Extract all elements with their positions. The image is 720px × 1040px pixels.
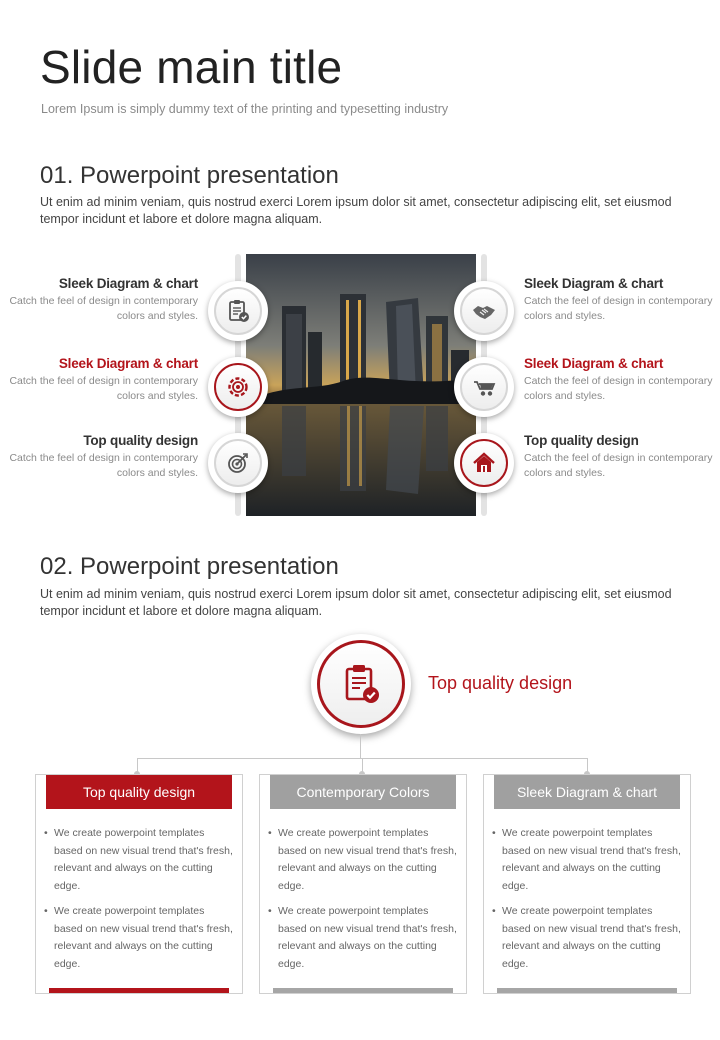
feature-desc: Catch the feel of design in contemporary colors and styles. xyxy=(9,452,198,479)
card-title: Sleek Diagram & chart xyxy=(494,775,680,809)
card-bullet: • We create powerpoint templates based on new visual trend that's fresh, relevant and always on the cutting edge. xyxy=(502,825,682,895)
left-feature-1 xyxy=(8,276,198,323)
feature-desc: Catch the feel of design in contemporary colors and styles. xyxy=(9,295,198,322)
hub-icon-circle xyxy=(311,634,411,734)
right-icon-circle-1 xyxy=(454,281,514,341)
clipboard-check-icon xyxy=(225,298,251,324)
right-feature-2 xyxy=(524,356,714,403)
feature-desc: Catch the feel of design in contemporary colors and styles. xyxy=(524,295,713,322)
card-bullet: • We create powerpoint templates based on new visual trend that's fresh, relevant and always on the cutting edge. xyxy=(502,903,682,973)
section1-body: Ut enim ad minim veniam, quis nostrud exerci Lorem ipsum dolor sit amet, consectetur adipiscing elit, set eiusmod tempor incidunt et labore et dolore magna aliquam. xyxy=(40,195,672,226)
city-skyline-photo xyxy=(246,254,476,516)
feature-desc: Catch the feel of design in contemporary colors and styles. xyxy=(524,375,713,402)
feature-title: Top quality design xyxy=(83,433,198,448)
card-bullet: • We create powerpoint templates based on new visual trend that's fresh, relevant and always on the cutting edge. xyxy=(54,825,234,895)
wheelbarrow-icon xyxy=(471,374,497,400)
card-bullet: • We create powerpoint templates based on new visual trend that's fresh, relevant and always on the cutting edge. xyxy=(278,903,458,973)
feature-title: Sleek Diagram & chart xyxy=(524,276,664,291)
right-feature-1 xyxy=(524,276,714,323)
hub-connector xyxy=(360,734,361,758)
feature-title: Sleek Diagram & chart xyxy=(58,356,198,371)
feature-title: Sleek Diagram & chart xyxy=(58,276,198,291)
card-title: Contemporary Colors xyxy=(270,775,456,809)
card-1 xyxy=(35,774,243,994)
feature-title: Top quality design xyxy=(524,433,639,448)
slide-subtitle: Lorem Ipsum is simply dummy text of the printing and typesetting industry xyxy=(41,102,449,116)
section2-title: 02. Powerpoint presentation xyxy=(40,553,339,580)
slide-title: Slide main title xyxy=(40,41,343,93)
feature-desc: Catch the feel of design in contemporary colors and styles. xyxy=(9,375,198,402)
target-arrow-icon xyxy=(225,450,251,476)
left-feature-2 xyxy=(8,356,198,403)
left-icon-circle-3 xyxy=(208,433,268,493)
feature-title: Sleek Diagram & chart xyxy=(524,356,664,371)
card-title: Top quality design xyxy=(46,775,232,809)
hub-label: Top quality design xyxy=(428,673,573,693)
right-icon-circle-3 xyxy=(454,433,514,493)
card-footer-bar xyxy=(497,988,677,993)
card-footer-bar xyxy=(49,988,229,993)
section2-body: Ut enim ad minim veniam, quis nostrud exerci Lorem ipsum dolor sit amet, consectetur adipiscing elit, set eiusmod tempor incidunt et labore et dolore magna aliquam. xyxy=(40,587,672,618)
clipboard-check-icon xyxy=(338,661,384,707)
left-feature-3 xyxy=(8,433,198,480)
feature-desc: Catch the feel of design in contemporary colors and styles. xyxy=(524,452,713,479)
card-bullet: • We create powerpoint templates based on new visual trend that's fresh, relevant and always on the cutting edge. xyxy=(54,903,234,973)
section1-title: 01. Powerpoint presentation xyxy=(40,162,339,189)
left-icon-circle-2 xyxy=(208,357,268,417)
right-icon-circle-2 xyxy=(454,357,514,417)
gear-target-icon xyxy=(225,374,251,400)
left-icon-circle-1 xyxy=(208,281,268,341)
card-bullet: • We create powerpoint templates based on new visual trend that's fresh, relevant and always on the cutting edge. xyxy=(278,825,458,895)
handshake-icon xyxy=(471,298,497,324)
card-footer-bar xyxy=(273,988,453,993)
card-2 xyxy=(259,774,467,994)
card-3 xyxy=(483,774,691,994)
right-feature-3 xyxy=(524,433,714,480)
house-icon xyxy=(471,450,497,476)
